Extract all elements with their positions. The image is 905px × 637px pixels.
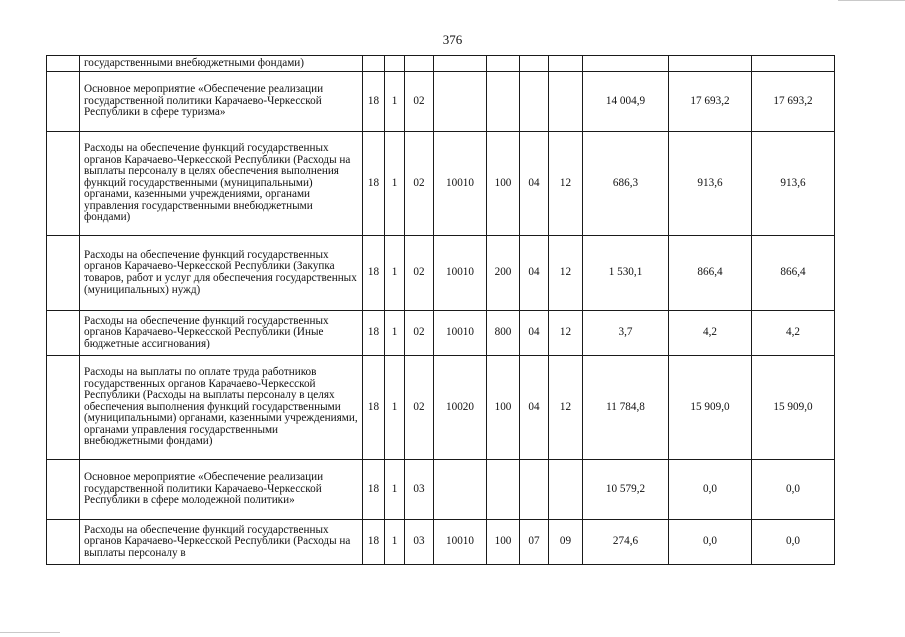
table-row bbox=[47, 236, 835, 311]
value-year-1-cell: 10 579,2 bbox=[583, 460, 669, 520]
expense-name-cell: государственными внебюджетными фондами) bbox=[80, 56, 363, 72]
expense-name-cell: Основное мероприятие «Обеспечение реализации государственной политики Карачаево-Черкесской Республики в сфере туризма» bbox=[80, 72, 363, 132]
code-subsection-cell bbox=[549, 72, 583, 132]
table-row bbox=[47, 132, 835, 236]
value-year-1-cell bbox=[583, 56, 669, 72]
row-blank-cell bbox=[47, 520, 80, 565]
code-direction-cell: 10010 bbox=[434, 132, 487, 236]
value-year-2-cell: 15 909,0 bbox=[669, 356, 752, 460]
code-section-cell: 04 bbox=[520, 132, 549, 236]
value-year-2-cell: 17 693,2 bbox=[669, 72, 752, 132]
code-direction-cell: 10010 bbox=[434, 520, 487, 565]
value-year-3-cell: 0,0 bbox=[752, 520, 835, 565]
code-ministry-cell bbox=[363, 56, 385, 72]
code-section-cell bbox=[520, 72, 549, 132]
code-section-cell: 07 bbox=[520, 520, 549, 565]
table-row bbox=[47, 460, 835, 520]
value-year-2-cell: 4,2 bbox=[669, 311, 752, 356]
code-expense-type-cell bbox=[487, 460, 520, 520]
code-expense-type-cell bbox=[487, 56, 520, 72]
scan-mark-bottom-left bbox=[0, 632, 60, 633]
expense-name-cell: Расходы на выплаты по оплате труда работников государственных органов Карачаево-Черкесской Республики (Расходы на выплаты персоналу в целях обеспечения выполнения функций государственными (муниципальными) органами, казенными учреждениями, органами управления государственными внебюджетными фондами) bbox=[80, 356, 363, 460]
code-program-cell: 1 bbox=[385, 311, 405, 356]
expense-name-cell: Основное мероприятие «Обеспечение реализации государственной политики Карачаево-Черкесской Республики в сфере молодежной политики» bbox=[80, 460, 363, 520]
code-direction-cell: 10020 bbox=[434, 356, 487, 460]
code-subsection-cell: 12 bbox=[549, 311, 583, 356]
code-subprogram-cell: 02 bbox=[405, 311, 434, 356]
value-year-2-cell: 866,4 bbox=[669, 236, 752, 311]
code-direction-cell: 10010 bbox=[434, 311, 487, 356]
code-subprogram-cell: 02 bbox=[405, 72, 434, 132]
expense-name-cell: Расходы на обеспечение функций государственных органов Карачаево-Черкесской Республики (Расходы на выплаты персоналу в целях обеспечения выполнения функций государственными (муниципальными) органами, казенными учреждениями, органами управления государственными внебюджетными фондами) bbox=[80, 132, 363, 236]
row-blank-cell bbox=[47, 132, 80, 236]
value-year-3-cell: 15 909,0 bbox=[752, 356, 835, 460]
code-direction-cell bbox=[434, 72, 487, 132]
scan-mark-top-right bbox=[838, 0, 905, 1]
code-ministry-cell: 18 bbox=[363, 460, 385, 520]
code-direction-cell bbox=[434, 56, 487, 72]
code-ministry-cell: 18 bbox=[363, 311, 385, 356]
value-year-3-cell: 4,2 bbox=[752, 311, 835, 356]
row-blank-cell bbox=[47, 460, 80, 520]
code-program-cell: 1 bbox=[385, 520, 405, 565]
code-subprogram-cell: 03 bbox=[405, 460, 434, 520]
value-year-3-cell: 913,6 bbox=[752, 132, 835, 236]
value-year-1-cell: 14 004,9 bbox=[583, 72, 669, 132]
code-expense-type-cell: 200 bbox=[487, 236, 520, 311]
code-subsection-cell bbox=[549, 56, 583, 72]
code-expense-type-cell bbox=[487, 72, 520, 132]
code-ministry-cell: 18 bbox=[363, 236, 385, 311]
row-blank-cell bbox=[47, 56, 80, 72]
code-subprogram-cell: 02 bbox=[405, 132, 434, 236]
code-ministry-cell: 18 bbox=[363, 356, 385, 460]
table-row bbox=[47, 72, 835, 132]
code-program-cell bbox=[385, 56, 405, 72]
code-section-cell: 04 bbox=[520, 236, 549, 311]
code-program-cell: 1 bbox=[385, 236, 405, 311]
value-year-3-cell: 0,0 bbox=[752, 460, 835, 520]
code-section-cell bbox=[520, 56, 549, 72]
code-subsection-cell: 12 bbox=[549, 356, 583, 460]
table-row bbox=[47, 356, 835, 460]
value-year-2-cell: 913,6 bbox=[669, 132, 752, 236]
table-row bbox=[47, 311, 835, 356]
code-subsection-cell: 12 bbox=[549, 132, 583, 236]
code-expense-type-cell: 100 bbox=[487, 356, 520, 460]
value-year-2-cell: 0,0 bbox=[669, 460, 752, 520]
row-blank-cell bbox=[47, 311, 80, 356]
code-program-cell: 1 bbox=[385, 132, 405, 236]
code-program-cell: 1 bbox=[385, 356, 405, 460]
code-section-cell: 04 bbox=[520, 356, 549, 460]
value-year-1-cell: 274,6 bbox=[583, 520, 669, 565]
value-year-1-cell: 11 784,8 bbox=[583, 356, 669, 460]
code-subprogram-cell: 03 bbox=[405, 520, 434, 565]
code-direction-cell: 10010 bbox=[434, 236, 487, 311]
expense-name-cell: Расходы на обеспечение функций государственных органов Карачаево-Черкесской Республики (Иные бюджетные ассигнования) bbox=[80, 311, 363, 356]
value-year-1-cell: 686,3 bbox=[583, 132, 669, 236]
code-subsection-cell: 09 bbox=[549, 520, 583, 565]
row-blank-cell bbox=[47, 236, 80, 311]
expense-name-cell: Расходы на обеспечение функций государственных органов Карачаево-Черкесской Республики (Расходы на выплаты персоналу в bbox=[80, 520, 363, 565]
code-subsection-cell: 12 bbox=[549, 236, 583, 311]
code-subsection-cell bbox=[549, 460, 583, 520]
code-subprogram-cell: 02 bbox=[405, 236, 434, 311]
code-ministry-cell: 18 bbox=[363, 520, 385, 565]
code-subprogram-cell bbox=[405, 56, 434, 72]
budget-table bbox=[46, 55, 835, 565]
code-expense-type-cell: 800 bbox=[487, 311, 520, 356]
code-section-cell: 04 bbox=[520, 311, 549, 356]
page-number: 376 bbox=[442, 32, 463, 47]
row-blank-cell bbox=[47, 72, 80, 132]
table-row bbox=[47, 56, 835, 72]
expense-name-cell: Расходы на обеспечение функций государственных органов Карачаево-Черкесской Республики (Закупка товаров, работ и услуг для обеспечения государственных (муниципальных) нужд) bbox=[80, 236, 363, 311]
value-year-2-cell: 0,0 bbox=[669, 520, 752, 565]
code-program-cell: 1 bbox=[385, 460, 405, 520]
value-year-3-cell: 17 693,2 bbox=[752, 72, 835, 132]
code-ministry-cell: 18 bbox=[363, 132, 385, 236]
value-year-1-cell: 1 530,1 bbox=[583, 236, 669, 311]
code-expense-type-cell: 100 bbox=[487, 520, 520, 565]
value-year-3-cell bbox=[752, 56, 835, 72]
code-program-cell: 1 bbox=[385, 72, 405, 132]
value-year-1-cell: 3,7 bbox=[583, 311, 669, 356]
code-expense-type-cell: 100 bbox=[487, 132, 520, 236]
code-section-cell bbox=[520, 460, 549, 520]
value-year-2-cell bbox=[669, 56, 752, 72]
value-year-3-cell: 866,4 bbox=[752, 236, 835, 311]
table-row bbox=[47, 520, 835, 565]
code-subprogram-cell: 02 bbox=[405, 356, 434, 460]
code-ministry-cell: 18 bbox=[363, 72, 385, 132]
row-blank-cell bbox=[47, 356, 80, 460]
code-direction-cell bbox=[434, 460, 487, 520]
